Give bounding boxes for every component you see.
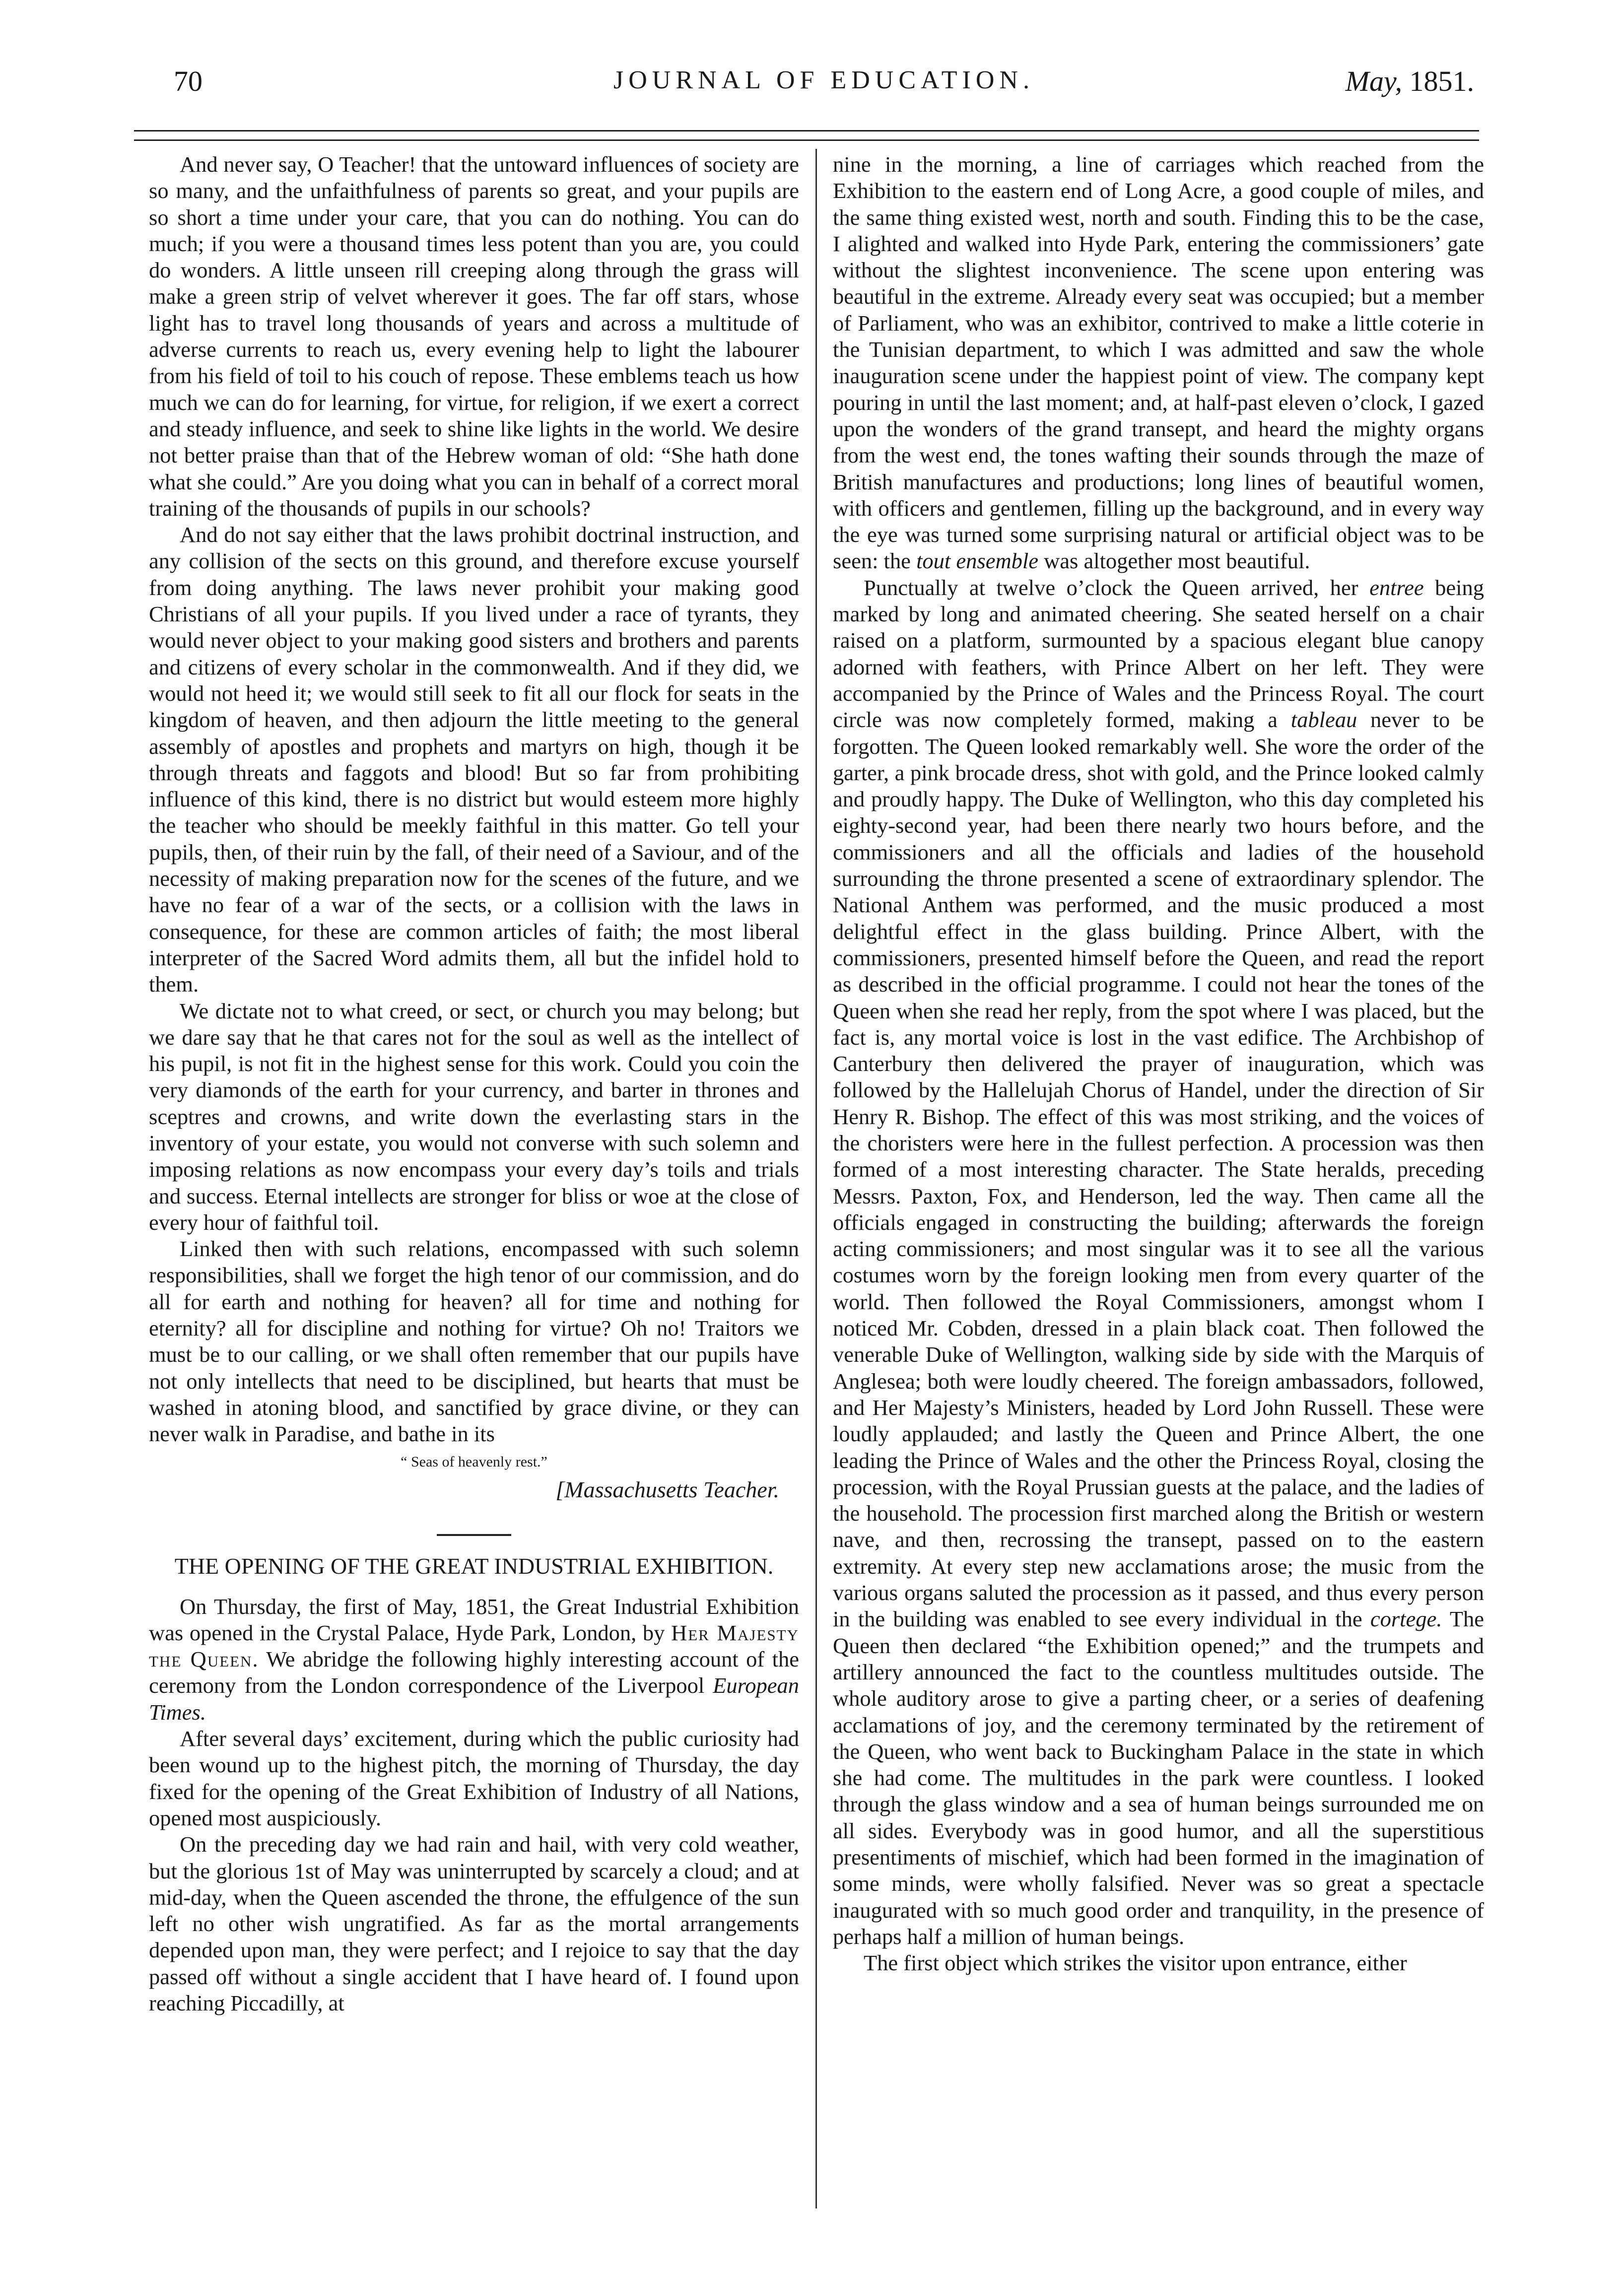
source-attribution: [Massachusetts Teacher. xyxy=(555,1476,779,1502)
r1-text: nine in the morning, a line of carriages which reached from the Exhibition to the eastern end of Long Acre, a good couple of miles, and the same thing existed west, north and south. Finding this to be the case, I alighted and walked into Hyde Park, entering the commissioners’ gate without the slightest inconvenience. The scene upon entering was beautiful in the extreme. Already every seat was occupied; but a member of Parliament, who was an exhibitor, contrived to make a little coterie in the Tunisian department, to which I was admitted and saw the whole inauguration scene under the happiest point of view. The company kept pouring in until the last moment; and, at half-past eleven o’clock, I gazed upon the wonders of the grand transept, and heard the mighty organs from the west end, the tones wafting their sounds through the maze of British manufactures and productions; long lines of beautiful women, with officers and gentlemen, filling up the background, and in every way the eye was turned some surprising natural or artificial object was to be seen: the xyxy=(833,152,1484,574)
newspaper-name: European Times. xyxy=(149,1673,800,1725)
right-paragraph-2 xyxy=(833,575,1484,1950)
closing-quote: “ Seas of heavenly rest.” xyxy=(401,1453,547,1470)
issue-date xyxy=(1346,65,1474,98)
left-paragraph-7: On the preceding day we had rain and hail, with very cold weather, but the glorious 1st of May was uninterrupted by scarcely a cloud; and at mid-day, when the Queen ascended the throne, the effulgence of the sun left no other wish ungratified. As far as the mortal arrangements depended upon man, they were perfect; and I rejoice to say that the day passed off without a single accident that I have heard of. I found upon reaching Piccadilly, at xyxy=(149,1832,799,2015)
right-paragraph-3: The first object which strikes the visitor upon entrance, either xyxy=(864,1950,1407,1976)
left-paragraph-4: Linked then with such relations, encompassed with such solemn responsibilities, shall we forget the high tenor of our commission, and do all for earth and nothing for heaven? all for time and nothing for eternity? all for discipline and nothing for virtue? Oh no! Traitors we must be to our calling, or we shall often remember that our pupils have not only intellects that need to be disciplined, but hearts that must be washed in atoning blood, and sanctified by grace divine, or they can never walk in Paradise, and bathe in its xyxy=(149,1236,799,1447)
p5-text-start: On Thursday, the first of May, 1851, the Great Industrial Exhibition was opened in the Crystal Palace, Hyde Park, London, by xyxy=(149,1594,799,1645)
issue-year: 1851. xyxy=(1409,65,1474,97)
left-paragraph-2: And do not say either that the laws prohibit doctrinal instruction, and any collision of the sects on this ground, and therefore excuse yourself from doing anything. The laws never prohibit your making good Christians of all your pupils. If you lived under a race of tyrants, they would never object to your making good sisters and brothers and parents and citizens of every scholar in the commonwealth. And if they did, we would not heed it; we would still seek to fit all our flock for seats in the kingdom of heaven, and then adjourn the little meeting to the general assembly of apostles and prophets and martyrs on high, though it be through threats and faggots and blood! But so far from prohibiting influence of this kind, there is no district but would esteem more highly the teacher who should be meekly faithful in this matter. Go tell your pupils, then, of their ruin by the fall, of their need of a Saviour, and of the necessity of making preparation now for the scenes of the future, and we have no fear of a war of the sects, or a collision with the laws in consequence, for these are common articles of faith; the most liberal interpreter of the Sacred Word admits them, all but the infidel hold to them. xyxy=(149,522,799,997)
left-column xyxy=(149,151,799,2016)
left-paragraph-3: We dictate not to what creed, or sect, or church you may belong; but we dare say that he that cares not for the soul as well as the intellect of his pupil, is not fit in the highest sense for this work. Could you coin the very diamonds of the earth for your currency, and barter in thrones and sceptres and crowns, and write down the everlasting stars in the inventory of your estate, you would not converse with such solemn and imposing relations as now encompass your every day’s toils and trials and success. Eternal intellects are stronger for bliss or woe at the close of every hour of faithful toil. xyxy=(149,998,799,1235)
left-paragraph-1: And never say, O Teacher! that the untoward influences of society are so many, and the unfaithfulness of parents so great, and your pupils are so short a time under your care, that you can do nothing. You can do much; if you were a thousand times less potent than you are, you could do wonders. A little unseen rill creeping along through the grass will make a green strip of velvet wherever it goes. The far off stars, whose light has to travel long thousands of years and across a multitude of adverse currents to reach us, every evening help to light the labourer from his field of toil to his couch of repose. These emblems teach us how much we can do for learning, for virtue, for religion, if we exert a correct and steady influence, and seek to shine like lights in the world. We desire not better praise than that of the Hebrew woman of old: “She hath done what she could.” Are you doing what you can in behalf of a correct moral training of the thousands of pupils in our schools? xyxy=(149,152,799,521)
right-column xyxy=(833,151,1484,1976)
tout-ensemble: tout ensemble xyxy=(916,548,1038,574)
tableau-word: tableau xyxy=(1290,707,1357,733)
column-divider xyxy=(815,149,817,2208)
journal-title: JOURNAL OF EDUCATION. xyxy=(613,66,1034,94)
r2-mid-2: never to be forgotten. The Queen looked remarkably well. She wore the order of the garter, a pink brocade dress, shot with gold, and the Prince looked calmly and proudly happy. The Duke of Wellington, who this day completed his eighty-second year, had been there nearly two hours before, and the commissioners and all the officials and ladies of the household surrounding the throne presented a scene of extraordinary splendor. The National Anthem was performed, and the music produced a most delightful effect in the glass building. Prince Albert, with the commissioners, presented himself before the Queen, and read the report as described in the official programme. I could not hear the tones of the Queen when she read her reply, from the spot where I was placed, but the fact is, any mortal voice is lost in the vast edifice. The Archbishop of Canterbury then delivered the prayer of inauguration, which was followed by the Hallelujah Chorus of Handel, under the direction of Sir Henry R. Bishop. The effect of this was most striking, and the voices of the choristers were here in the fullest perfection. A procession was then formed of a most interesting character. The State heralds, preceding Messrs. Paxton, Fox, and Henderson, led the way. Then came all the officials engaged in constructing the building; afterwards the foreign acting commissioners; and most singular was it to see all the various costumes worn by the foreign looking men from every quarter of the world. Then followed the Royal Commissioners, amongst whom I noticed Mr. Cobden, dressed in a plain black coat. Then followed the venerable Duke of Wellington, walking side by side with the Marquis of Anglesea; both were loudly cheered. The foreign ambassadors, followed, and Her Majesty’s Ministers, headed by Lord John Russell. These were loudly applauded; and lastly the Queen and Prince Albert, the one leading the Prince of Wales and the other the Princess Royal, closing the procession, with the Royal Prussian guests at the palace, and the ladies of the household. The procession first marched along the British or western nave, and then, recrossing the transept, passed on to the eastern extremity. At every step new acclamations arose; the music from the various organs saluted the procession as it passed, and thus every person in the building was enabled to see every individual in the xyxy=(833,707,1485,1632)
entree-word: entree xyxy=(1369,575,1424,600)
page-header xyxy=(174,65,1474,104)
header-double-rule xyxy=(134,130,1479,141)
left-paragraph-5 xyxy=(149,1594,799,1726)
r2-start: Punctually at twelve o’clock the Queen arrived, her xyxy=(864,575,1358,600)
r2-mid-1: being marked by long and animated cheering. She seated herself on a chair raised on a platform, surmounted by a spacious elegant blue canopy adorned with feathers, with Prince Albert on her left. They were accompanied by the Prince of Wales and the Princess Royal. The court circle was now completely formed, making a xyxy=(833,575,1484,733)
queen-smallcaps: Her Majesty the Queen. xyxy=(149,1620,799,1672)
r1-end: was altogether most beautiful. xyxy=(1044,548,1310,574)
issue-month: May, xyxy=(1345,65,1402,97)
section-divider xyxy=(437,1534,511,1536)
cortege-word: cortege. xyxy=(1370,1606,1442,1632)
p5-text-middle: We abridge the following highly interesting account of the ceremony from the London correspondence of the Liverpool xyxy=(149,1647,799,1698)
r2-end: The Queen then declared “the Exhibition opened;” and the trumpets and artillery announced the fact to the countless multitudes outside. The whole auditory arose to give a parting cheer, or a series of deafening acclamations of joy, and the ceremony terminated by the retirement of the Queen, who went back to Buckingham Palace in the state in which she had come. The multitudes in the park were countless. I looked through the glass window and a sea of human beings surrounded me on all sides. Everybody was in good humor, and all the superstitious presentiments of mischief, which had been formed in the imagination of some minds, were wholly falsified. Never was so great a spectacle inaugurated with so much good order and tranquility, in the presence of perhaps half a million of human beings. xyxy=(833,1606,1484,1949)
left-paragraph-6: After several days’ excitement, during which the public curiosity had been wound up to the highest pitch, the morning of Thursday, the day fixed for the opening of the Great Exhibition of Industry of all Nations, opened most auspiciously. xyxy=(149,1726,799,1830)
page-number: 70 xyxy=(174,65,203,97)
article-heading: THE OPENING OF THE GREAT INDUSTRIAL EXHIBITION. xyxy=(174,1553,774,1579)
right-paragraph-1 xyxy=(833,151,1484,575)
